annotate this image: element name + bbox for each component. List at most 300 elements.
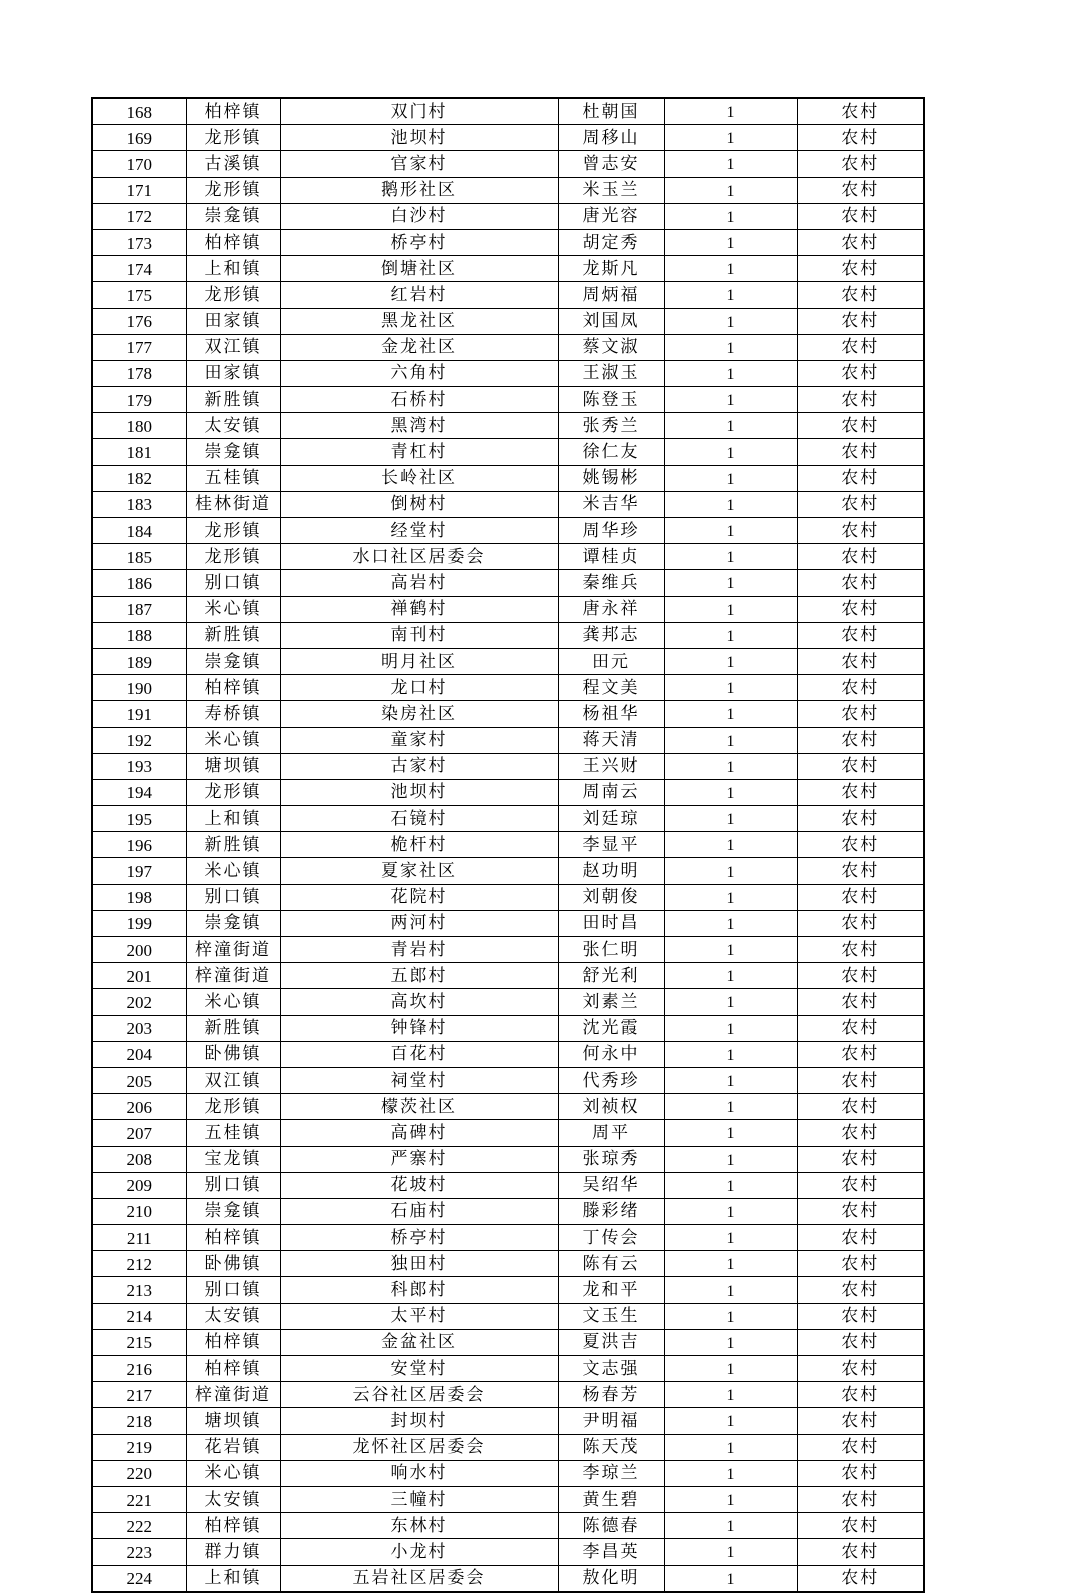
village-cell: 桅杆村 — [280, 832, 558, 858]
village-cell: 小龙村 — [280, 1539, 558, 1565]
count-cell: 1 — [664, 151, 797, 177]
count-cell: 1 — [664, 282, 797, 308]
type-cell: 农村 — [797, 1408, 924, 1434]
row-number-cell: 222 — [92, 1513, 186, 1539]
type-cell: 农村 — [797, 596, 924, 622]
row-number-cell: 168 — [92, 98, 186, 125]
row-number-cell: 186 — [92, 570, 186, 596]
person-name-cell: 陈天茂 — [558, 1434, 664, 1460]
count-cell: 1 — [664, 910, 797, 936]
town-cell: 米心镇 — [186, 596, 280, 622]
type-cell: 农村 — [797, 334, 924, 360]
row-number-cell: 183 — [92, 491, 186, 517]
count-cell: 1 — [664, 256, 797, 282]
type-cell: 农村 — [797, 1460, 924, 1486]
count-cell: 1 — [664, 1015, 797, 1041]
row-number-cell: 205 — [92, 1067, 186, 1093]
table-row — [92, 1041, 924, 1067]
village-cell: 染房社区 — [280, 701, 558, 727]
count-cell: 1 — [664, 1067, 797, 1093]
person-name-cell: 曾志安 — [558, 151, 664, 177]
row-number-cell: 199 — [92, 910, 186, 936]
town-cell: 梓潼街道 — [186, 1382, 280, 1408]
town-cell: 太安镇 — [186, 413, 280, 439]
person-name-cell: 吴绍华 — [558, 1172, 664, 1198]
village-cell: 高岩村 — [280, 570, 558, 596]
type-cell: 农村 — [797, 229, 924, 255]
row-number-cell: 187 — [92, 596, 186, 622]
type-cell: 农村 — [797, 256, 924, 282]
type-cell: 农村 — [797, 675, 924, 701]
person-name-cell: 张秀兰 — [558, 413, 664, 439]
row-number-cell: 195 — [92, 806, 186, 832]
town-cell: 新胜镇 — [186, 387, 280, 413]
table-row — [92, 1172, 924, 1198]
person-name-cell: 龚邦志 — [558, 622, 664, 648]
village-cell: 青杠村 — [280, 439, 558, 465]
type-cell: 农村 — [797, 360, 924, 386]
row-number-cell: 213 — [92, 1277, 186, 1303]
type-cell: 农村 — [797, 282, 924, 308]
village-cell: 两河村 — [280, 910, 558, 936]
town-cell: 卧佛镇 — [186, 1251, 280, 1277]
person-name-cell: 米吉华 — [558, 491, 664, 517]
row-number-cell: 180 — [92, 413, 186, 439]
row-number-cell: 202 — [92, 989, 186, 1015]
count-cell: 1 — [664, 727, 797, 753]
type-cell: 农村 — [797, 439, 924, 465]
village-cell: 桥亭村 — [280, 229, 558, 255]
type-cell: 农村 — [797, 98, 924, 125]
type-cell: 农村 — [797, 1015, 924, 1041]
row-number-cell: 216 — [92, 1356, 186, 1382]
town-cell: 柏梓镇 — [186, 1356, 280, 1382]
village-cell: 经堂村 — [280, 518, 558, 544]
count-cell: 1 — [664, 570, 797, 596]
village-cell: 严寨村 — [280, 1146, 558, 1172]
count-cell: 1 — [664, 622, 797, 648]
person-name-cell: 舒光利 — [558, 963, 664, 989]
person-name-cell: 蔡文淑 — [558, 334, 664, 360]
count-cell: 1 — [664, 989, 797, 1015]
town-cell: 双江镇 — [186, 1067, 280, 1093]
count-cell: 1 — [664, 334, 797, 360]
row-number-cell: 179 — [92, 387, 186, 413]
village-cell: 桥亭村 — [280, 1225, 558, 1251]
person-name-cell: 尹明福 — [558, 1408, 664, 1434]
village-cell: 黑湾村 — [280, 413, 558, 439]
type-cell: 农村 — [797, 1094, 924, 1120]
town-cell: 龙形镇 — [186, 177, 280, 203]
type-cell: 农村 — [797, 203, 924, 229]
type-cell: 农村 — [797, 151, 924, 177]
count-cell: 1 — [664, 884, 797, 910]
person-name-cell: 周南云 — [558, 779, 664, 805]
person-name-cell: 李显平 — [558, 832, 664, 858]
type-cell: 农村 — [797, 858, 924, 884]
count-cell: 1 — [664, 675, 797, 701]
type-cell: 农村 — [797, 753, 924, 779]
count-cell: 1 — [664, 387, 797, 413]
town-cell: 柏梓镇 — [186, 98, 280, 125]
town-cell: 柏梓镇 — [186, 1225, 280, 1251]
village-cell: 花坡村 — [280, 1172, 558, 1198]
row-number-cell: 189 — [92, 648, 186, 674]
town-cell: 别口镇 — [186, 1277, 280, 1303]
person-name-cell: 陈德春 — [558, 1513, 664, 1539]
table-row — [92, 177, 924, 203]
village-cell: 独田村 — [280, 1251, 558, 1277]
village-cell: 鹅形社区 — [280, 177, 558, 203]
row-number-cell: 170 — [92, 151, 186, 177]
type-cell: 农村 — [797, 413, 924, 439]
person-name-cell: 龙和平 — [558, 1277, 664, 1303]
person-name-cell: 姚锡彬 — [558, 465, 664, 491]
row-number-cell: 203 — [92, 1015, 186, 1041]
type-cell: 农村 — [797, 1303, 924, 1329]
row-number-cell: 185 — [92, 544, 186, 570]
type-cell: 农村 — [797, 1565, 924, 1592]
village-cell: 明月社区 — [280, 648, 558, 674]
village-cell: 五郎村 — [280, 963, 558, 989]
town-cell: 新胜镇 — [186, 832, 280, 858]
table-row — [92, 491, 924, 517]
row-number-cell: 197 — [92, 858, 186, 884]
person-name-cell: 胡定秀 — [558, 229, 664, 255]
village-cell: 倒树村 — [280, 491, 558, 517]
count-cell: 1 — [664, 753, 797, 779]
row-number-cell: 211 — [92, 1225, 186, 1251]
person-name-cell: 程文美 — [558, 675, 664, 701]
table-row — [92, 1146, 924, 1172]
person-name-cell: 刘祯权 — [558, 1094, 664, 1120]
person-name-cell: 田元 — [558, 648, 664, 674]
table-row — [92, 1565, 924, 1592]
row-number-cell: 201 — [92, 963, 186, 989]
village-cell: 夏家社区 — [280, 858, 558, 884]
town-cell: 群力镇 — [186, 1539, 280, 1565]
type-cell: 农村 — [797, 1356, 924, 1382]
town-cell: 米心镇 — [186, 989, 280, 1015]
type-cell: 农村 — [797, 648, 924, 674]
count-cell: 1 — [664, 1120, 797, 1146]
row-number-cell: 214 — [92, 1303, 186, 1329]
village-cell: 科郎村 — [280, 1277, 558, 1303]
type-cell: 农村 — [797, 1225, 924, 1251]
table-row — [92, 360, 924, 386]
row-number-cell: 178 — [92, 360, 186, 386]
town-cell: 五桂镇 — [186, 465, 280, 491]
town-cell: 龙形镇 — [186, 125, 280, 151]
person-name-cell: 张琼秀 — [558, 1146, 664, 1172]
town-cell: 花岩镇 — [186, 1434, 280, 1460]
person-name-cell: 赵功明 — [558, 858, 664, 884]
count-cell: 1 — [664, 648, 797, 674]
town-cell: 柏梓镇 — [186, 229, 280, 255]
person-name-cell: 蒋天清 — [558, 727, 664, 753]
person-name-cell: 谭桂贞 — [558, 544, 664, 570]
table-row — [92, 1094, 924, 1120]
row-number-cell: 220 — [92, 1460, 186, 1486]
table-row — [92, 282, 924, 308]
row-number-cell: 192 — [92, 727, 186, 753]
town-cell: 梓潼街道 — [186, 963, 280, 989]
row-number-cell: 215 — [92, 1329, 186, 1355]
type-cell: 农村 — [797, 1172, 924, 1198]
town-cell: 上和镇 — [186, 256, 280, 282]
town-cell: 米心镇 — [186, 1460, 280, 1486]
count-cell: 1 — [664, 1565, 797, 1592]
town-cell: 田家镇 — [186, 308, 280, 334]
count-cell: 1 — [664, 229, 797, 255]
count-cell: 1 — [664, 1329, 797, 1355]
row-number-cell: 200 — [92, 937, 186, 963]
count-cell: 1 — [664, 596, 797, 622]
village-cell: 六角村 — [280, 360, 558, 386]
count-cell: 1 — [664, 177, 797, 203]
person-name-cell: 杨春芳 — [558, 1382, 664, 1408]
row-number-cell: 188 — [92, 622, 186, 648]
town-cell: 龙形镇 — [186, 518, 280, 544]
row-number-cell: 171 — [92, 177, 186, 203]
type-cell: 农村 — [797, 1120, 924, 1146]
row-number-cell: 169 — [92, 125, 186, 151]
type-cell: 农村 — [797, 1382, 924, 1408]
village-cell: 水口社区居委会 — [280, 544, 558, 570]
village-cell: 高碑村 — [280, 1120, 558, 1146]
table-row — [92, 648, 924, 674]
village-cell: 龙怀社区居委会 — [280, 1434, 558, 1460]
person-name-cell: 刘廷琼 — [558, 806, 664, 832]
type-cell: 农村 — [797, 1486, 924, 1512]
table-row — [92, 1225, 924, 1251]
town-cell: 双江镇 — [186, 334, 280, 360]
row-number-cell: 198 — [92, 884, 186, 910]
village-cell: 太平村 — [280, 1303, 558, 1329]
village-cell: 花院村 — [280, 884, 558, 910]
type-cell: 农村 — [797, 937, 924, 963]
village-cell: 百花村 — [280, 1041, 558, 1067]
person-name-cell: 敖化明 — [558, 1565, 664, 1592]
town-cell: 龙形镇 — [186, 1094, 280, 1120]
town-cell: 别口镇 — [186, 570, 280, 596]
person-name-cell: 陈有云 — [558, 1251, 664, 1277]
town-cell: 梓潼街道 — [186, 937, 280, 963]
row-number-cell: 176 — [92, 308, 186, 334]
table-row — [92, 701, 924, 727]
row-number-cell: 204 — [92, 1041, 186, 1067]
row-number-cell: 224 — [92, 1565, 186, 1592]
person-name-cell: 陈登玉 — [558, 387, 664, 413]
type-cell: 农村 — [797, 1198, 924, 1224]
count-cell: 1 — [664, 439, 797, 465]
table-row — [92, 203, 924, 229]
type-cell: 农村 — [797, 465, 924, 491]
type-cell: 农村 — [797, 491, 924, 517]
town-cell: 太安镇 — [186, 1486, 280, 1512]
type-cell: 农村 — [797, 622, 924, 648]
person-name-cell: 周移山 — [558, 125, 664, 151]
row-number-cell: 175 — [92, 282, 186, 308]
type-cell: 农村 — [797, 570, 924, 596]
person-name-cell: 周华珍 — [558, 518, 664, 544]
row-number-cell: 219 — [92, 1434, 186, 1460]
town-cell: 古溪镇 — [186, 151, 280, 177]
count-cell: 1 — [664, 1356, 797, 1382]
type-cell: 农村 — [797, 779, 924, 805]
table-row — [92, 256, 924, 282]
row-number-cell: 217 — [92, 1382, 186, 1408]
town-cell: 塘坝镇 — [186, 753, 280, 779]
village-cell: 石桥村 — [280, 387, 558, 413]
row-number-cell: 212 — [92, 1251, 186, 1277]
count-cell: 1 — [664, 1225, 797, 1251]
person-name-cell: 李昌英 — [558, 1539, 664, 1565]
village-cell: 东林村 — [280, 1513, 558, 1539]
table-row — [92, 884, 924, 910]
count-cell: 1 — [664, 98, 797, 125]
person-name-cell: 王淑玉 — [558, 360, 664, 386]
row-number-cell: 208 — [92, 1146, 186, 1172]
count-cell: 1 — [664, 1303, 797, 1329]
village-cell: 禅鹤村 — [280, 596, 558, 622]
type-cell: 农村 — [797, 387, 924, 413]
type-cell: 农村 — [797, 1277, 924, 1303]
person-name-cell: 唐光容 — [558, 203, 664, 229]
type-cell: 农村 — [797, 832, 924, 858]
table-body — [92, 98, 924, 1592]
town-cell: 崇龛镇 — [186, 910, 280, 936]
person-name-cell: 秦维兵 — [558, 570, 664, 596]
type-cell: 农村 — [797, 1041, 924, 1067]
table-row — [92, 1513, 924, 1539]
row-number-cell: 218 — [92, 1408, 186, 1434]
type-cell: 农村 — [797, 308, 924, 334]
person-name-cell: 刘国凤 — [558, 308, 664, 334]
person-name-cell: 丁传会 — [558, 1225, 664, 1251]
town-cell: 五桂镇 — [186, 1120, 280, 1146]
town-cell: 崇龛镇 — [186, 1198, 280, 1224]
table-row — [92, 1198, 924, 1224]
person-name-cell: 刘素兰 — [558, 989, 664, 1015]
person-name-cell: 文志强 — [558, 1356, 664, 1382]
count-cell: 1 — [664, 779, 797, 805]
table-row — [92, 1329, 924, 1355]
row-number-cell: 173 — [92, 229, 186, 255]
count-cell: 1 — [664, 1251, 797, 1277]
town-cell: 新胜镇 — [186, 622, 280, 648]
village-cell: 池坝村 — [280, 779, 558, 805]
table-row — [92, 753, 924, 779]
count-cell: 1 — [664, 832, 797, 858]
person-name-cell: 田时昌 — [558, 910, 664, 936]
count-cell: 1 — [664, 1486, 797, 1512]
person-name-cell: 张仁明 — [558, 937, 664, 963]
village-cell: 五岩社区居委会 — [280, 1565, 558, 1592]
town-cell: 寿桥镇 — [186, 701, 280, 727]
table-row — [92, 989, 924, 1015]
village-cell: 云谷社区居委会 — [280, 1382, 558, 1408]
table-row — [92, 1382, 924, 1408]
person-name-cell: 米玉兰 — [558, 177, 664, 203]
table-row — [92, 1486, 924, 1512]
table-row — [92, 675, 924, 701]
village-cell: 黑龙社区 — [280, 308, 558, 334]
person-name-cell: 龙斯凡 — [558, 256, 664, 282]
village-cell: 安堂村 — [280, 1356, 558, 1382]
table-row — [92, 98, 924, 125]
table-row — [92, 1539, 924, 1565]
type-cell: 农村 — [797, 518, 924, 544]
village-cell: 古家村 — [280, 753, 558, 779]
table-row — [92, 1277, 924, 1303]
count-cell: 1 — [664, 125, 797, 151]
person-name-cell: 杜朝国 — [558, 98, 664, 125]
town-cell: 米心镇 — [186, 727, 280, 753]
type-cell: 农村 — [797, 1434, 924, 1460]
row-number-cell: 221 — [92, 1486, 186, 1512]
count-cell: 1 — [664, 806, 797, 832]
town-cell: 田家镇 — [186, 360, 280, 386]
town-cell: 崇龛镇 — [186, 648, 280, 674]
town-cell: 米心镇 — [186, 858, 280, 884]
table-row — [92, 963, 924, 989]
person-name-cell: 唐永祥 — [558, 596, 664, 622]
type-cell: 农村 — [797, 1329, 924, 1355]
town-cell: 柏梓镇 — [186, 1329, 280, 1355]
table-row — [92, 727, 924, 753]
town-cell: 塘坝镇 — [186, 1408, 280, 1434]
count-cell: 1 — [664, 1539, 797, 1565]
table-row — [92, 1460, 924, 1486]
type-cell: 农村 — [797, 910, 924, 936]
count-cell: 1 — [664, 1460, 797, 1486]
type-cell: 农村 — [797, 177, 924, 203]
table-row — [92, 1015, 924, 1041]
table-row — [92, 1303, 924, 1329]
village-cell: 祠堂村 — [280, 1067, 558, 1093]
table-row — [92, 1356, 924, 1382]
type-cell: 农村 — [797, 1067, 924, 1093]
table-row — [92, 1408, 924, 1434]
table-row — [92, 806, 924, 832]
town-cell: 别口镇 — [186, 1172, 280, 1198]
village-cell: 金龙社区 — [280, 334, 558, 360]
person-name-cell: 周炳福 — [558, 282, 664, 308]
table-row — [92, 544, 924, 570]
count-cell: 1 — [664, 203, 797, 229]
village-cell: 倒塘社区 — [280, 256, 558, 282]
village-cell: 池坝村 — [280, 125, 558, 151]
person-name-cell: 代秀珍 — [558, 1067, 664, 1093]
type-cell: 农村 — [797, 989, 924, 1015]
row-number-cell: 209 — [92, 1172, 186, 1198]
town-cell: 柏梓镇 — [186, 675, 280, 701]
count-cell: 1 — [664, 701, 797, 727]
person-name-cell: 周平 — [558, 1120, 664, 1146]
type-cell: 农村 — [797, 1513, 924, 1539]
table-row — [92, 1434, 924, 1460]
town-cell: 龙形镇 — [186, 282, 280, 308]
person-name-cell: 李琼兰 — [558, 1460, 664, 1486]
town-cell: 上和镇 — [186, 806, 280, 832]
table-row — [92, 151, 924, 177]
table-row — [92, 1067, 924, 1093]
table-row — [92, 858, 924, 884]
village-cell: 官家村 — [280, 151, 558, 177]
table-row — [92, 413, 924, 439]
type-cell: 农村 — [797, 125, 924, 151]
